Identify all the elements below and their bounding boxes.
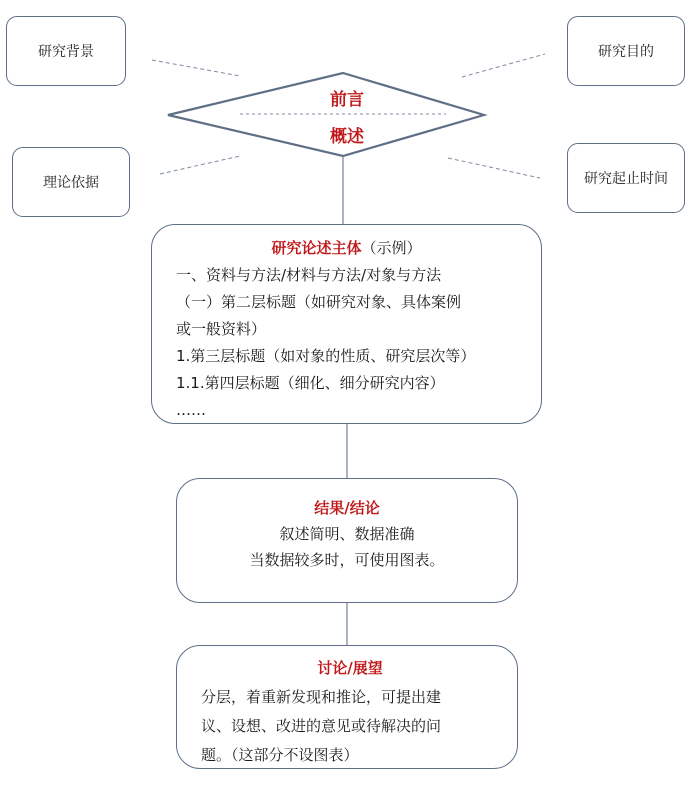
diamond-top-label: 前言 [330,90,364,110]
main-body-line: 一、资料与方法/材料与方法/对象与方法 [176,266,442,284]
corner-label: 研究背景 [38,44,94,60]
diamond-bottom-label: 概述 [330,127,364,147]
main-body-line: 1.1.第四层标题（细化、细分研究内容） [176,374,445,392]
discussion-line: 分层，着重新发现和推论，可提出建 [201,688,442,706]
corner-label: 理论依据 [43,175,99,191]
connector-top-left [152,60,240,76]
corner-research-period [567,143,685,213]
discussion-box [176,645,518,769]
discussion-title: 讨论/展望 [317,659,383,677]
main-body-title [176,235,541,262]
connector-top-right [462,54,545,77]
result-box [176,478,518,603]
corner-label: 研究起止时间 [584,171,668,187]
discussion-line: 议、设想、改进的意见或待解决的问 [201,717,442,735]
main-body-line: …… [176,401,206,419]
result-line: 当数据较多时，可使用图表。 [249,551,445,569]
main-body-title-suffix: （示例） [361,239,422,257]
result-title: 结果/结论 [314,499,380,517]
main-body-box [151,224,542,424]
main-body-line: （一）第二层标题（如研究对象、具体案例 [176,293,462,311]
corner-theoretical-basis [12,147,130,217]
corner-label: 研究目的 [598,44,654,60]
connector-mid-right [448,158,540,178]
connector-mid-left [160,156,240,174]
discussion-line: 题。（这部分不设图表） [201,746,359,764]
result-line: 叙述简明、数据准确 [279,525,415,543]
main-body-line: 1.第三层标题（如对象的性质、研究层次等） [176,347,476,365]
corner-research-background [6,16,126,86]
main-body-line: 或一般资料） [176,320,267,338]
main-body-title-text: 研究论述主体 [271,239,362,257]
corner-research-purpose [567,16,685,86]
